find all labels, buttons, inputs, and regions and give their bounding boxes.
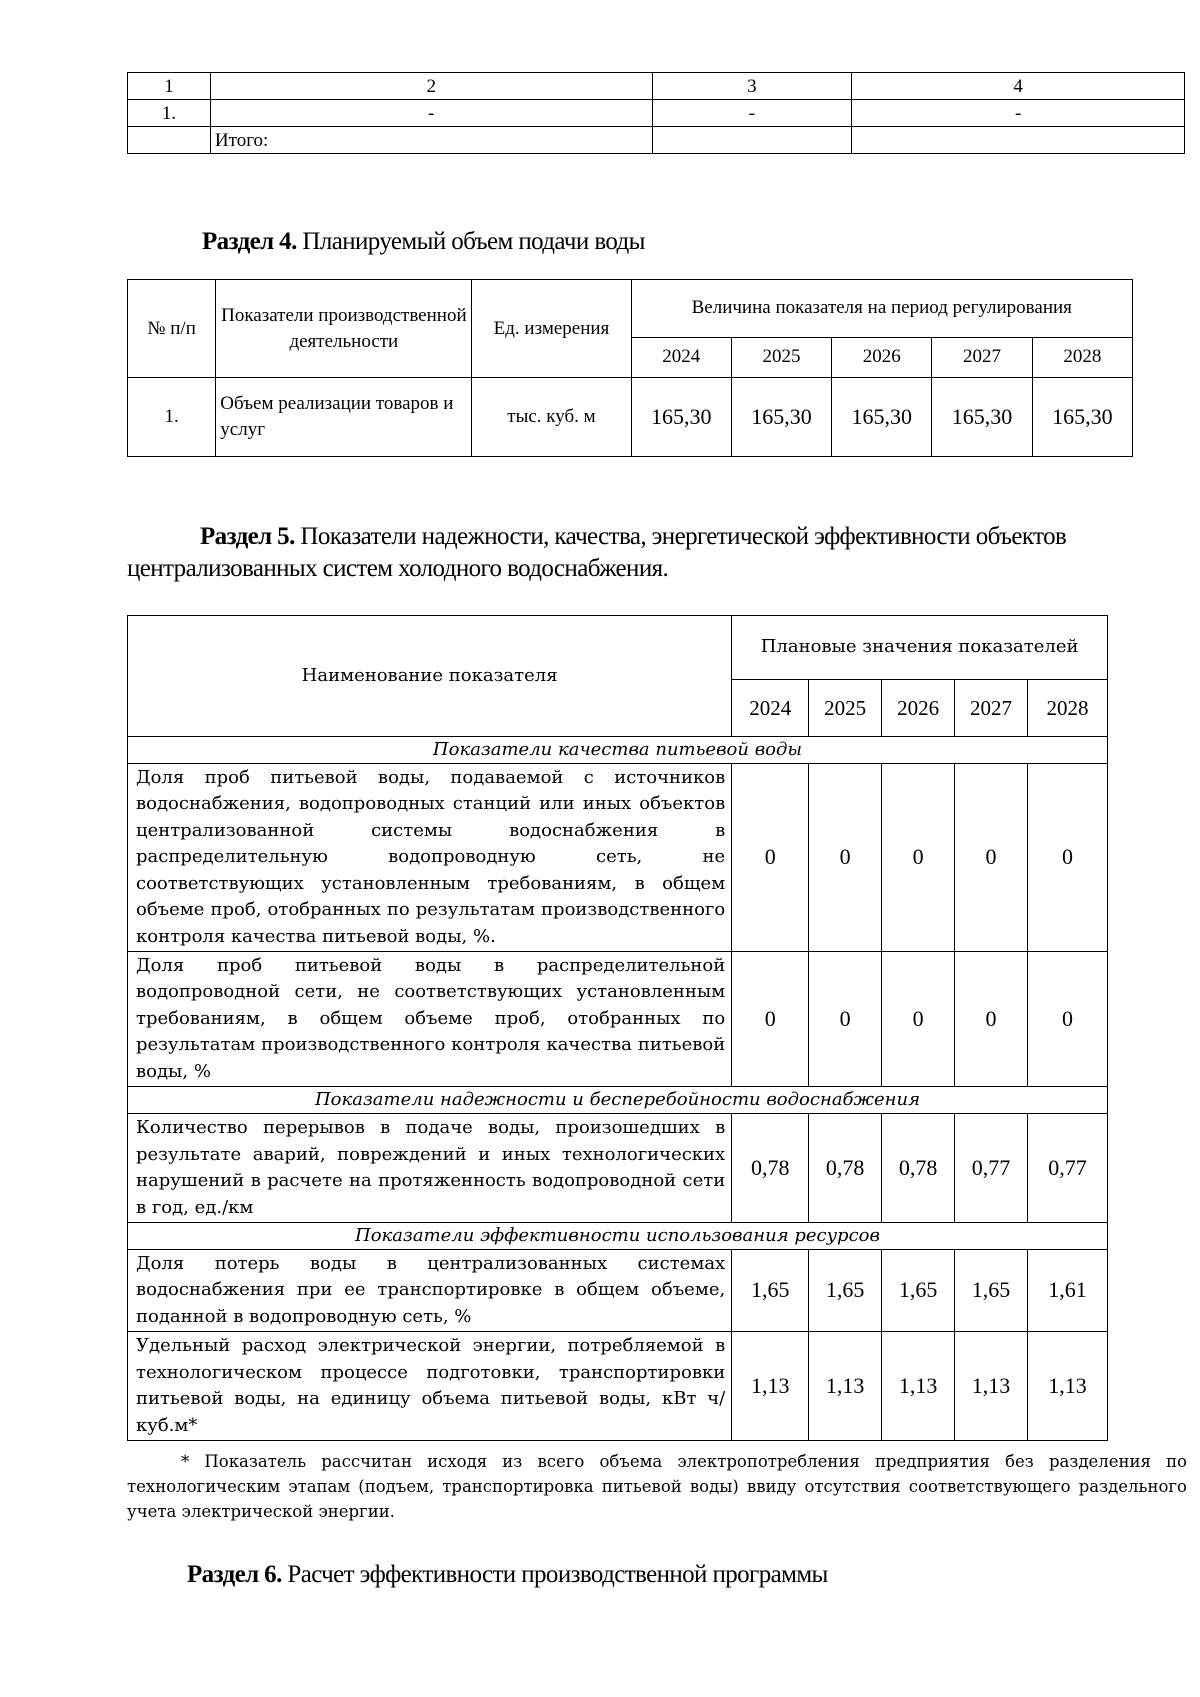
table-cell: 3 (652, 73, 852, 100)
year-header: 2026 (832, 337, 932, 377)
section-6-label: Раздел 6. (187, 1561, 282, 1588)
value-cell: 1,61 (1028, 1250, 1108, 1332)
value-cell: 165,30 (932, 378, 1032, 457)
indicator-name: Удельный расход электрической энергии, потребляемой в технологическом процессе подготовки, транспортировки питьевой воды, на единицу объема питьевой воды, кВт ч/куб.м* (128, 1332, 732, 1441)
summary-table (127, 72, 1185, 154)
value-cell: 0 (732, 764, 809, 952)
col-num-header: № п/п (128, 280, 216, 378)
value-cell: 1,13 (882, 1332, 955, 1441)
table-header-row (128, 616, 1108, 680)
value-cell: 165,30 (832, 378, 932, 457)
section-4-heading (202, 226, 645, 258)
table-cell: - (852, 100, 1185, 127)
value-cell: 165,30 (631, 378, 731, 457)
value-cell: 1,65 (882, 1250, 955, 1332)
value-cell: 0 (732, 952, 809, 1087)
row-name: Объем реализации товаров и услуг (216, 378, 472, 457)
table-cell (852, 127, 1185, 154)
col-unit-header: Ед. измерения (472, 280, 631, 378)
value-cell: 0 (1028, 764, 1108, 952)
group-title: Показатели надежности и бесперебойности водоснабжения (128, 1087, 1108, 1114)
water-supply-table (127, 279, 1133, 457)
section-6-title: Расчет эффективности производственной программы (287, 1561, 828, 1588)
table-cell: - (210, 100, 652, 127)
value-cell: 1,13 (1028, 1332, 1108, 1441)
value-cell: 0 (882, 764, 955, 952)
year-header: 2026 (882, 680, 955, 737)
table-cell: 1. (128, 100, 211, 127)
value-cell: 0 (955, 952, 1028, 1087)
value-cell: 0,78 (882, 1114, 955, 1223)
col-indicator-header: Показатели производственной деятельности (216, 280, 472, 378)
section-5-heading (127, 521, 1187, 585)
table-cell: 4 (852, 73, 1185, 100)
year-header: 2027 (932, 337, 1032, 377)
year-header: 2025 (809, 680, 882, 737)
table-row (128, 378, 1133, 457)
value-cell: 0,77 (1028, 1114, 1108, 1223)
table-row (128, 1250, 1108, 1332)
indicator-name: Количество перерывов в подаче воды, произошедших в результате аварий, повреждений и иных технологических нарушений в расчете на протяженность водопроводной сети в год, ед./км (128, 1114, 732, 1223)
year-header: 2028 (1032, 337, 1132, 377)
group-title: Показатели качества питьевой воды (128, 737, 1108, 764)
value-cell: 1,13 (955, 1332, 1028, 1441)
total-label: Итого: (210, 127, 652, 154)
row-unit: тыс. куб. м (472, 378, 631, 457)
year-header: 2024 (631, 337, 731, 377)
section-4-label: Раздел 4. (202, 228, 297, 255)
col-period-header: Величина показателя на период регулирования (631, 280, 1132, 338)
table-header-row (128, 73, 1185, 100)
group-header-row (128, 1223, 1108, 1250)
value-cell: 0 (882, 952, 955, 1087)
group-header-row (128, 1087, 1108, 1114)
col-name-header: Наименование показателя (128, 616, 732, 737)
table-row (128, 1332, 1108, 1441)
indicator-name: Доля проб питьевой воды в распределительной водопроводной сети, не соответствующих установленным требованиям, в общем объеме проб, отобранных по результатам производственного контроля качества питьевой воды, % (128, 952, 732, 1087)
year-header: 2028 (1028, 680, 1108, 737)
value-cell: 0,77 (955, 1114, 1028, 1223)
value-cell: 165,30 (1032, 378, 1132, 457)
value-cell: 0 (955, 764, 1028, 952)
indicator-name: Доля потерь воды в централизованных системах водоснабжения при ее транспортировке в общем объеме, поданной в водопроводную сеть, % (128, 1250, 732, 1332)
table-row (128, 100, 1185, 127)
group-header-row (128, 737, 1108, 764)
group-title: Показатели эффективности использования ресурсов (128, 1223, 1108, 1250)
year-header: 2024 (732, 680, 809, 737)
value-cell: 0,78 (732, 1114, 809, 1223)
table-header-row (128, 280, 1133, 338)
value-cell: 1,65 (955, 1250, 1028, 1332)
value-cell: 1,13 (732, 1332, 809, 1441)
year-header: 2025 (731, 337, 831, 377)
section-5-label: Раздел 5. (200, 523, 295, 550)
row-num: 1. (128, 378, 216, 457)
table-row (128, 764, 1108, 952)
table-row (128, 1114, 1108, 1223)
year-header: 2027 (955, 680, 1028, 737)
indicators-table (127, 615, 1108, 1441)
value-cell: 1,65 (809, 1250, 882, 1332)
value-cell: 0,78 (809, 1114, 882, 1223)
total-row (128, 127, 1185, 154)
table-cell: - (652, 100, 852, 127)
value-cell: 1,13 (809, 1332, 882, 1441)
section-5-title: Показатели надежности, качества, энергетической эффективности объектов централизованных систем холодного водоснабжения. (127, 523, 1067, 582)
indicator-name: Доля проб питьевой воды, подаваемой с источников водоснабжения, водопроводных станций или иных объектов централизованной системы водоснабжения в распределительную водопроводную сеть, не соответствующих установленным требованиям, в общем объеме проб, отобранных по результатам производственного контроля качества питьевой воды, %. (128, 764, 732, 952)
table-cell (128, 127, 211, 154)
value-cell: 165,30 (731, 378, 831, 457)
section-6-heading (187, 1559, 828, 1591)
section-4-title: Планируемый объем подачи воды (302, 228, 645, 255)
value-cell: 0 (809, 952, 882, 1087)
table-row (128, 952, 1108, 1087)
col-plan-header: Плановые значения показателей (732, 616, 1108, 680)
table-cell: 2 (210, 73, 652, 100)
footnote: * Показатель рассчитан исходя из всего объема электропотребления предприятия без разделения по технологическим этапам (подъем, транспортировка питьевой воды) ввиду отсутствия соответствующего раздельного учета электрической энергии. (127, 1452, 1187, 1521)
value-cell: 0 (1028, 952, 1108, 1087)
table-cell (652, 127, 852, 154)
table-cell: 1 (128, 73, 211, 100)
value-cell: 0 (809, 764, 882, 952)
value-cell: 1,65 (732, 1250, 809, 1332)
